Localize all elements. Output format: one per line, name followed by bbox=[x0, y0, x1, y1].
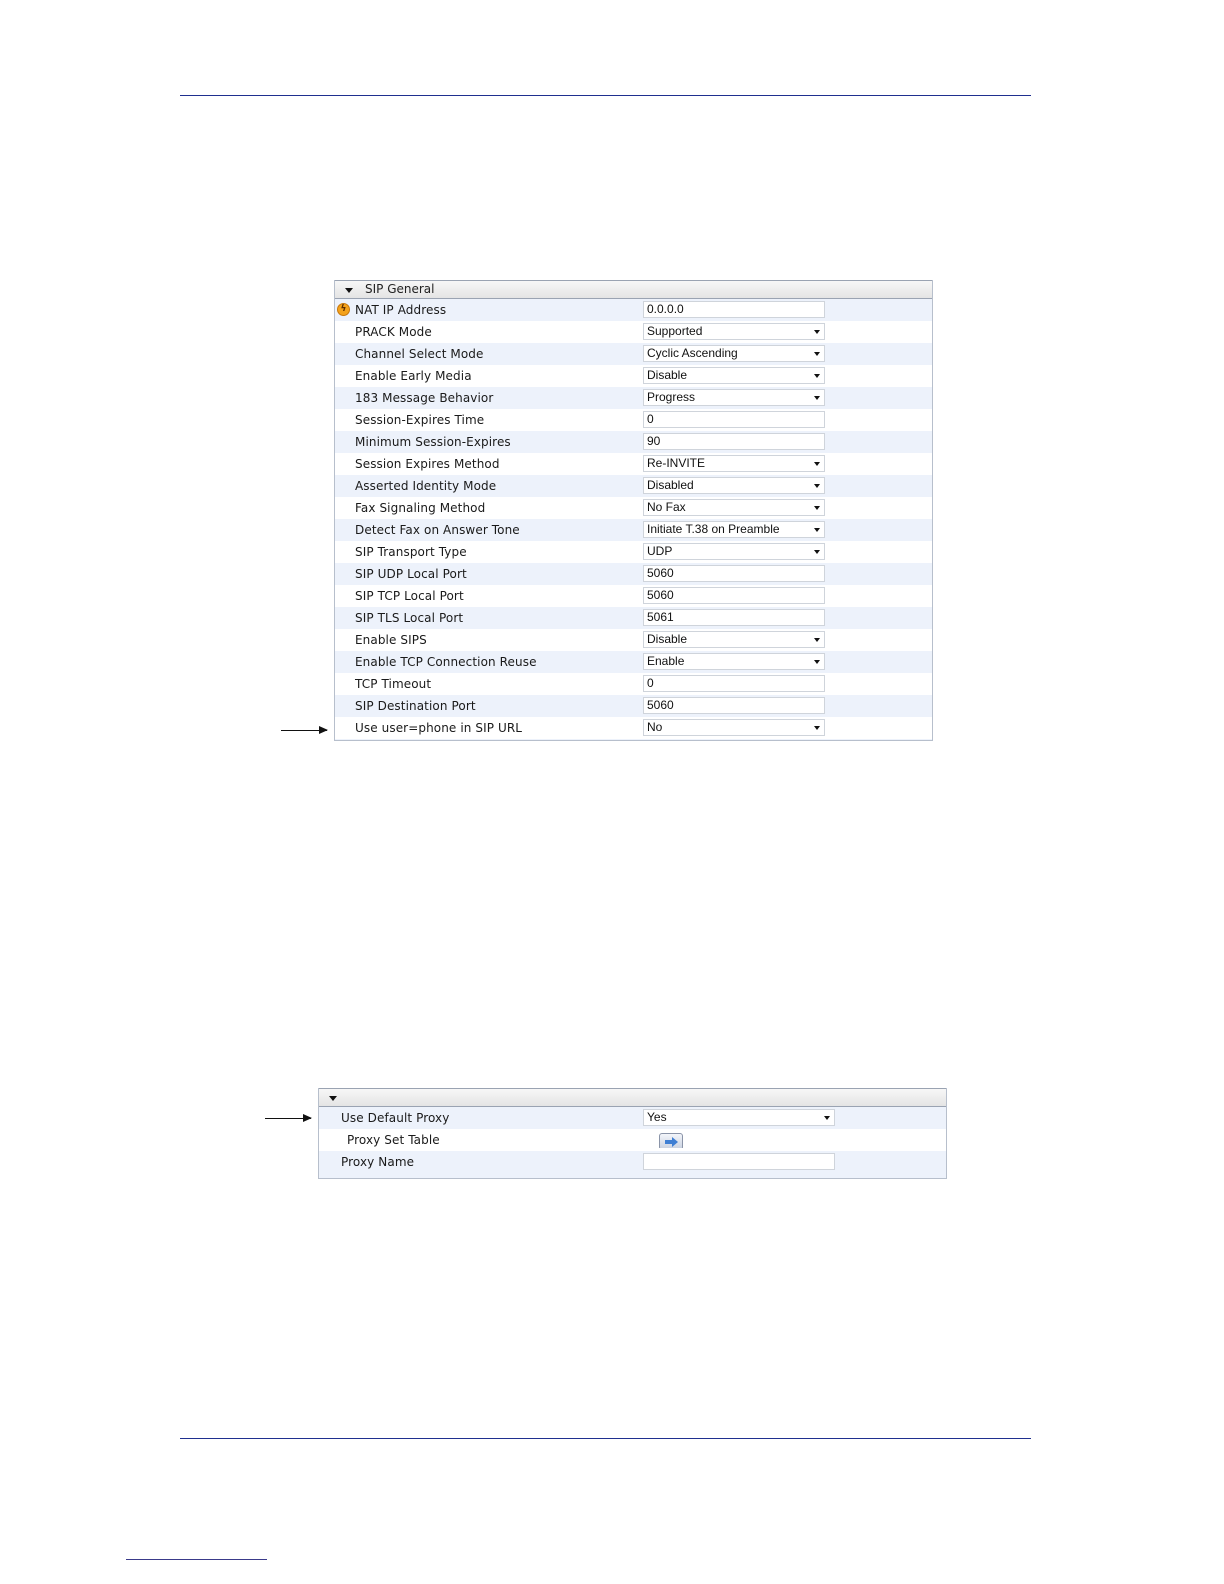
setting-dropdown[interactable]: Supported bbox=[643, 323, 825, 340]
setting-label: SIP Transport Type bbox=[355, 545, 467, 559]
proxy-panel bbox=[318, 1088, 947, 1179]
setting-row bbox=[335, 541, 932, 563]
setting-row bbox=[335, 343, 932, 365]
setting-dropdown[interactable]: Yes bbox=[643, 1109, 835, 1126]
proxy-rows bbox=[319, 1107, 946, 1173]
setting-label: Enable Early Media bbox=[355, 369, 472, 383]
navigate-arrow-icon[interactable] bbox=[659, 1133, 683, 1148]
setting-input[interactable]: 5060 bbox=[643, 587, 825, 604]
setting-dropdown[interactable]: Enable bbox=[643, 653, 825, 670]
setting-row bbox=[335, 431, 932, 453]
setting-row bbox=[319, 1151, 946, 1173]
setting-input[interactable]: 5061 bbox=[643, 609, 825, 626]
pointer-arrow-icon bbox=[265, 1118, 311, 1119]
proxy-header[interactable] bbox=[319, 1088, 946, 1107]
setting-label: 183 Message Behavior bbox=[355, 391, 494, 405]
sip-general-rows bbox=[335, 299, 932, 739]
setting-label: SIP UDP Local Port bbox=[355, 567, 467, 581]
setting-label: Channel Select Mode bbox=[355, 347, 484, 361]
sip-general-header[interactable] bbox=[335, 280, 932, 299]
setting-dropdown[interactable]: Disable bbox=[643, 367, 825, 384]
setting-input[interactable]: 5060 bbox=[643, 565, 825, 582]
setting-row bbox=[335, 651, 932, 673]
collapse-triangle-icon[interactable] bbox=[345, 288, 353, 293]
setting-row bbox=[335, 497, 932, 519]
setting-dropdown[interactable]: No bbox=[643, 719, 825, 736]
setting-dropdown[interactable]: Re-INVITE bbox=[643, 455, 825, 472]
setting-row bbox=[335, 321, 932, 343]
setting-row bbox=[335, 453, 932, 475]
setting-row bbox=[335, 409, 932, 431]
setting-label: SIP TLS Local Port bbox=[355, 611, 464, 625]
setting-dropdown[interactable]: Initiate T.38 on Preamble bbox=[643, 521, 825, 538]
setting-dropdown[interactable]: No Fax bbox=[643, 499, 825, 516]
setting-row bbox=[335, 717, 932, 739]
setting-label: SIP Destination Port bbox=[355, 699, 476, 713]
proxy-set-table-field bbox=[643, 1131, 835, 1148]
setting-label: Detect Fax on Answer Tone bbox=[355, 523, 520, 537]
setting-row bbox=[335, 673, 932, 695]
setting-row bbox=[335, 475, 932, 497]
setting-row bbox=[335, 695, 932, 717]
sip-general-title: SIP General bbox=[365, 282, 435, 296]
setting-label: Session-Expires Time bbox=[355, 413, 485, 427]
footer-rule bbox=[180, 1438, 1031, 1439]
setting-input[interactable]: 0 bbox=[643, 411, 825, 428]
setting-row bbox=[335, 519, 932, 541]
setting-label: TCP Timeout bbox=[355, 677, 432, 691]
setting-label: Use Default Proxy bbox=[341, 1111, 450, 1125]
setting-label: Minimum Session-Expires bbox=[355, 435, 511, 449]
setting-label: NAT IP Address bbox=[355, 303, 447, 317]
setting-row bbox=[335, 629, 932, 651]
lightning-bolt-icon: ϟ bbox=[337, 303, 350, 316]
setting-row bbox=[335, 299, 932, 321]
setting-dropdown[interactable]: UDP bbox=[643, 543, 825, 560]
setting-label: Session Expires Method bbox=[355, 457, 500, 471]
setting-row bbox=[335, 607, 932, 629]
setting-row bbox=[335, 585, 932, 607]
footnote-rule bbox=[126, 1559, 267, 1560]
setting-label: SIP TCP Local Port bbox=[355, 589, 464, 603]
setting-label: Enable SIPS bbox=[355, 633, 427, 647]
setting-label: Proxy Set Table bbox=[347, 1133, 440, 1147]
setting-row bbox=[335, 387, 932, 409]
setting-label: Asserted Identity Mode bbox=[355, 479, 497, 493]
setting-row bbox=[335, 365, 932, 387]
header-rule bbox=[180, 95, 1031, 96]
setting-row bbox=[335, 563, 932, 585]
setting-input[interactable]: 90 bbox=[643, 433, 825, 450]
collapse-triangle-icon[interactable] bbox=[329, 1096, 337, 1101]
setting-input[interactable]: 0 bbox=[643, 675, 825, 692]
setting-dropdown[interactable]: Disabled bbox=[643, 477, 825, 494]
setting-label: PRACK Mode bbox=[355, 325, 432, 339]
setting-input[interactable] bbox=[643, 1153, 835, 1170]
setting-dropdown[interactable]: Disable bbox=[643, 631, 825, 648]
setting-input[interactable]: 5060 bbox=[643, 697, 825, 714]
sip-general-panel bbox=[334, 280, 933, 741]
setting-label: Enable TCP Connection Reuse bbox=[355, 655, 537, 669]
setting-label: Proxy Name bbox=[341, 1155, 415, 1169]
setting-label: Use user=phone in SIP URL bbox=[355, 721, 523, 735]
setting-dropdown[interactable]: Progress bbox=[643, 389, 825, 406]
setting-dropdown[interactable]: Cyclic Ascending bbox=[643, 345, 825, 362]
setting-label: Fax Signaling Method bbox=[355, 501, 486, 515]
setting-row bbox=[319, 1107, 946, 1129]
pointer-arrow-icon bbox=[281, 730, 327, 731]
setting-row bbox=[319, 1129, 946, 1151]
setting-input[interactable]: 0.0.0.0 bbox=[643, 301, 825, 318]
